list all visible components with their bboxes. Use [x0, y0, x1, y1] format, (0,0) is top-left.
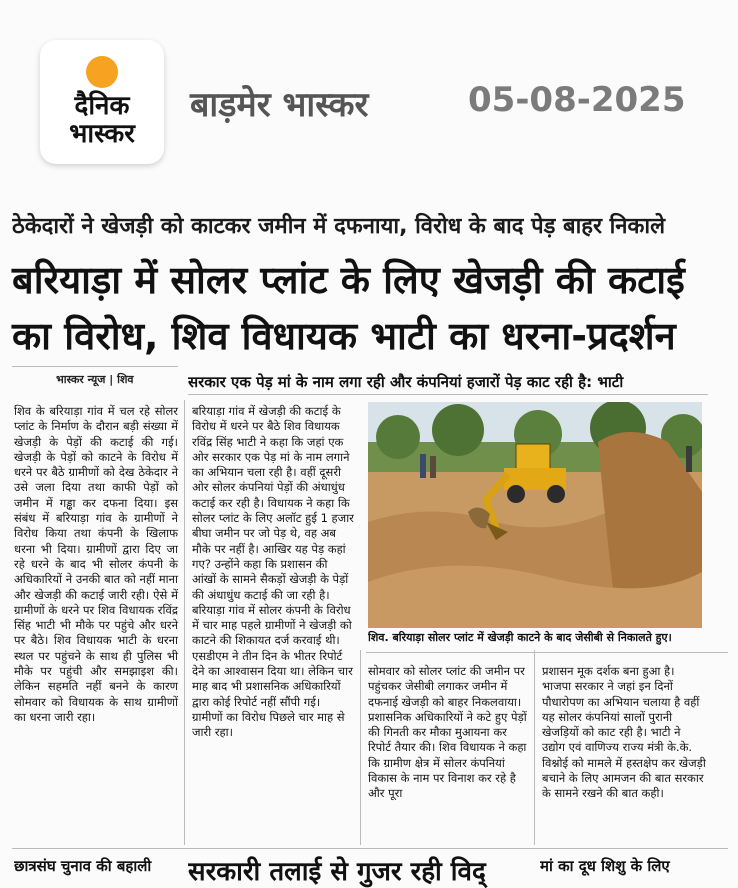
column-divider [534, 650, 535, 845]
byline: भास्कर न्यूज | शिव [56, 373, 134, 386]
news-photo [368, 402, 702, 628]
article-column-3: सोमवार को सोलर प्लांट की जमीन पर पहुंचकर जेसीबी लगाकर जमीन में दफनाई खेजड़ी को बाहर निकलवाया। प्रशासनिक अधिकारियों ने कटे हुए पेड़ों की गिनती कर मौका मुआयना कर रिपोर्ट तैयार की। शिव विधायक ने कहा कि ग्रामीण क्षेत्र में सोलर कंपनियां विकास के नाम पर विनाश कर रहे है और पूरा [368, 664, 527, 801]
kicker-headline: ठेकेदारों ने खेजड़ी को काटकर जमीन में दफनाया, विरोध के बाद पेड़ बाहर निकाले [12, 214, 666, 239]
logo-text-line1: दैनिक [74, 91, 130, 121]
jcb-excavation-photo [368, 402, 702, 628]
next-article-headline-center: सरकारी तलाई से गुजर रही विद् [188, 857, 486, 887]
next-article-headline-left: छात्रसंघ चुनाव की बहाली [14, 857, 152, 875]
article-column-4: प्रशासन मूक दर्शक बना हुआ है। भाजपा सरकार ने जहां इन दिनों पौधारोपण का अभियान चलाया है वहीं यह सोलर कंपनियां सालों पुरानी खेजड़ियों को काट रही है। भाटी ने उद्योग एवं वाणिज्य राज्य मंत्री के.के. विश्नोई को मामले में हस्तक्षेप कर खेजड़ी बचाने के लिए आमजन की बात सरकार के सामने रखने की बात कही। [542, 664, 706, 801]
article-column-2: बरियाड़ा गांव में खेजड़ी की कटाई के विरोध में धरने पर बैठे शिव विधायक रविंद्र सिंह भाटी ने कहा कि जहां एक ओर सरकार एक पेड़ मां के नाम लगाने का अभियान चला रही है। वहीं दूसरी ओर सोलर कंपनियां पेड़ों की अंधाधुंध कटाई कर रही है। विधायक ने कहा कि सोलर प्लांट के लिए अलॉट हुई 1 हजार बीघा जमीन पर जो पेड़ थे, वह अब मौके पर नहीं है। आखिर यह पेड़ कहां गए? उन्होंने कहा कि प्रशासन की आंखों के सामने सैकड़ों खेजड़ी के पेड़ों की अंधाधुंध कटाई की जा रही है। बरियाड़ा गांव में सोलर कंपनी के विरोध में चार माह पहले ग्रामीणों ने खेजड़ी को काटने की शिकायत दर्ज करवाई थी। एसडीएम ने तीन दिन के भीतर रिपोर्ट देने का आश्वासन दिया था। लेकिन चार माह बाद भी प्रशासनिक अधिकारियों द्वारा कोई रिपोर्ट नहीं सौंपी गई। ग्रामीणों का विरोध पिछले चार माह से जारी रहा। [192, 404, 354, 740]
dainik-bhaskar-logo [40, 40, 164, 164]
column-divider [360, 650, 361, 845]
bottom-rule [12, 848, 728, 849]
sun-icon [86, 56, 118, 88]
subheadline: सरकार एक पेड़ मां के नाम लगा रही और कंपनियां हजारों पेड़ काट रही है: भाटी [188, 373, 624, 391]
column-divider [184, 400, 185, 845]
next-article-headline-right: मां का दूध शिशु के लिए [540, 857, 670, 875]
byline-rule [12, 366, 178, 367]
edition-name: बाड़मेर भास्कर [190, 85, 369, 125]
headline-line-1: बरियाड़ा में सोलर प्लांट के लिए खेजड़ी की कटाई [12, 258, 685, 302]
main-headline [12, 252, 728, 364]
subhead-rule [188, 394, 708, 395]
article-column-1: शिव के बरियाड़ा गांव में चल रहे सोलर प्लांट के निर्माण के दौरान बड़ी संख्या में खेजड़ी के पेड़ों की कटाई की गई। खेजड़ी के पेड़ों को काटने के विरोध में धरने पर बैठे ग्रामीणों को देख ठेकेदार ने उसे जला दिया तथा काफी पेड़ों को जमीन में गड्ढा कर दफना दिया। इस संबंध में बरियाड़ा गांव के ग्रामीणों ने विरोध किया तथा कंपनी के खिलाफ धरना भी दिया। ग्रामीणों द्वारा दिए जा रहे धरने के बाद भी सोलर कंपनी के अधिकारियों ने उनकी बात को नहीं माना और खेजड़ी की कटाई जारी रही। ऐसे में ग्रामीणों के धरने पर शिव विधायक रविंद्र सिंह भाटी भी मौके पर पहुंचे और धरने पर बैठे। शिव विधायक भाटी के धरना स्थल पर पहुंचने के साथ ही पुलिस भी मौके पर पहुंची और समझाइश की। लेकिन सहमति नहीं बनने के कारण सोमवार को विधायक के साथ ग्रामीणों का धरना जारी रहा। [14, 404, 178, 724]
logo-text-line2: भास्कर [69, 119, 135, 149]
photo-caption: शिव. बरियाड़ा सोलर प्लांट में खेजड़ी काटने के बाद जेसीबी से निकालते हुए। [368, 631, 672, 644]
edition-date: 05-08-2025 [468, 80, 686, 120]
headline-line-2: का विरोध, शिव विधायक भाटी का धरना-प्रदर्शन [12, 314, 676, 358]
caption-rule [366, 652, 728, 653]
